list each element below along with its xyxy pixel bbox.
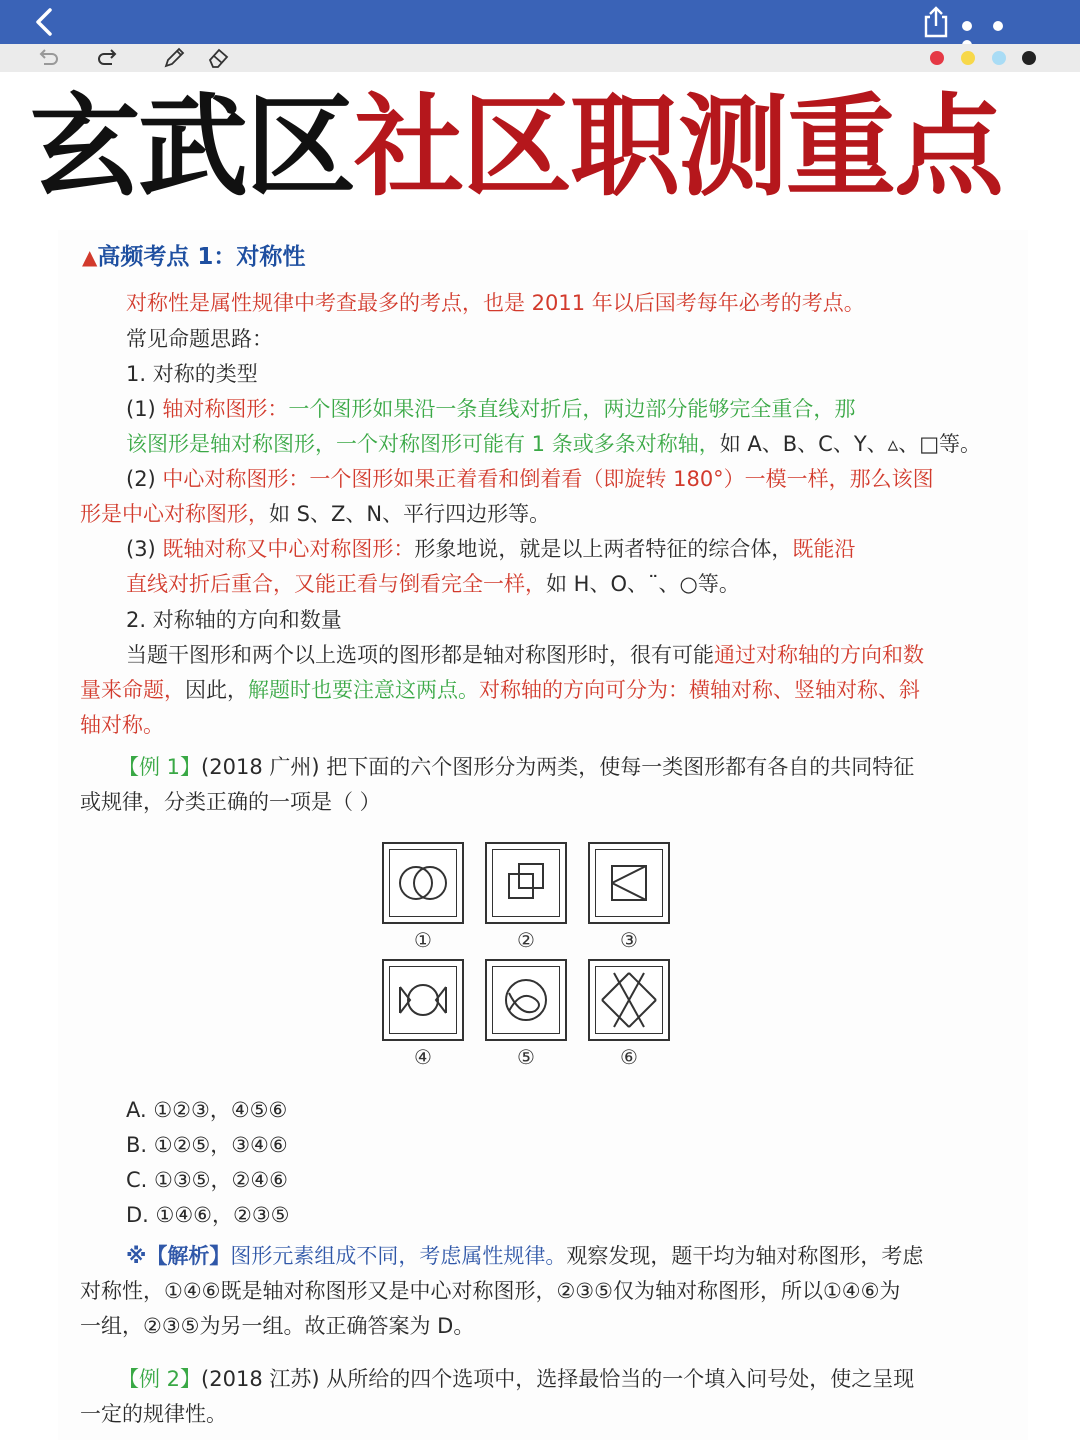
- back-arrow-icon[interactable]: [30, 6, 62, 38]
- triangle-marker-icon: ▲: [82, 245, 98, 269]
- redo-icon[interactable]: [96, 47, 120, 69]
- example-1-question: (2018 广州) 把下面的六个图形分为两类，使每一类图形都有各自的共同特征: [201, 755, 915, 779]
- paragraph-both-1: [126, 534, 855, 564]
- option-c[interactable]: C. ①③⑤，②④⑥: [126, 1168, 288, 1192]
- headline: [30, 82, 1060, 212]
- option-d[interactable]: D. ①④⑥，②③⑤: [126, 1203, 290, 1227]
- subsection-1: 1. 对称的类型: [126, 362, 258, 386]
- def-axial: 一个图形如果沿一条直线对折后，两边部分能够完全重合，那: [288, 397, 856, 421]
- paragraph-axis-3: 轴对称。: [80, 713, 164, 737]
- examples-central: 如 S、Z、N、平行四边形等。: [269, 502, 551, 526]
- figure-5: [485, 959, 567, 1041]
- examples-both: 如 H、O、¨、○等。: [546, 572, 740, 596]
- paragraph-axial-1: [126, 394, 855, 424]
- eraser-icon[interactable]: [206, 47, 230, 69]
- item-num: (2): [126, 467, 163, 491]
- figure-label-5: ⑤: [517, 1045, 535, 1069]
- analysis-line-2: 对称性，①④⑥既是轴对称图形又是中心对称图形，②③⑤仅为轴对称图形，所以①④⑥为: [80, 1279, 901, 1303]
- headline-topic: 社区职测重点: [354, 83, 1002, 211]
- axis-directions: 对称轴的方向可分为：横轴对称、竖轴对称、斜: [479, 678, 920, 702]
- example-2-line-1: [118, 1364, 914, 1394]
- figure-6: [588, 959, 670, 1041]
- analysis-highlight: 图形元素组成不同，考虑属性规律。: [230, 1244, 567, 1268]
- document-page: [58, 230, 1028, 1440]
- axis-highlight-cont: 量来命题，: [80, 678, 185, 702]
- axis-note: 解题时也要注意这两点。: [248, 678, 479, 702]
- undo-icon[interactable]: [36, 47, 60, 69]
- def-central-cont: 形是中心对称图形，: [80, 502, 269, 526]
- def-both-cont: 直线对折后重合，又能正看与倒看完全一样，: [126, 572, 546, 596]
- analysis-tag: ※【解析】: [126, 1244, 231, 1268]
- term-axial: 轴对称图形：: [162, 397, 289, 421]
- paragraph-axial-2: [126, 429, 981, 459]
- term-both: 既轴对称又中心对称图形：: [162, 537, 415, 561]
- figure-2: [485, 842, 567, 924]
- item-num: (3): [126, 537, 163, 561]
- figure-1: [382, 842, 464, 924]
- app-bar: [0, 0, 1080, 44]
- example-1-line-2: 或规律，分类正确的一项是（ ）: [80, 790, 381, 814]
- figure-label-4: ④: [414, 1045, 432, 1069]
- def-both: 既能沿: [792, 537, 856, 561]
- analysis-text: 观察发现，题干均为轴对称图形，考虑: [566, 1244, 924, 1268]
- section-heading-text: 高频考点 1：对称性: [97, 244, 306, 270]
- example-2-tag: 【例 2】: [118, 1367, 202, 1391]
- paragraph-axis-1: [126, 640, 924, 670]
- common-approach-label: 常见命题思路：: [126, 327, 273, 351]
- more-options-icon[interactable]: [962, 16, 1042, 28]
- axis-highlight: 通过对称轴的方向和数: [714, 643, 924, 667]
- def-axial-cont: 该图形是轴对称图形，一个对称图形可能有 1 条或多条对称轴，: [126, 432, 720, 456]
- pen-icon[interactable]: [162, 47, 186, 69]
- section-heading: [82, 242, 305, 272]
- examples-axial: 如 A、B、C、Y、▵、□等。: [719, 432, 982, 456]
- figure-3: [588, 842, 670, 924]
- color-swatch-yellow[interactable]: [961, 51, 975, 65]
- paragraph-central-1: [126, 464, 934, 494]
- intro-text: 对称性是属性规律中考查最多的考点，也是 2011 年以后国考每年必考的考点。: [126, 291, 865, 315]
- example-2-line-2: 一定的规律性。: [80, 1402, 227, 1426]
- analysis-line-3: 一组，②③⑤为另一组。故正确答案为 D。: [80, 1314, 475, 1338]
- annotation-toolbar: [0, 44, 1080, 72]
- color-swatch-blue[interactable]: [992, 51, 1006, 65]
- subsection-2: 2. 对称轴的方向和数量: [126, 608, 342, 632]
- paragraph-axis-2: [80, 675, 920, 705]
- example-1-tag: 【例 1】: [118, 755, 202, 779]
- example-1-line-1: [118, 752, 914, 782]
- paragraph-both-2: [126, 569, 740, 599]
- analysis-line-1: [126, 1241, 923, 1271]
- item-num: (1): [126, 397, 163, 421]
- axis-text: 当题干图形和两个以上选项的图形都是轴对称图形时，很有可能: [126, 643, 714, 667]
- figure-label-2: ②: [517, 928, 535, 952]
- share-icon[interactable]: [920, 5, 952, 39]
- figure-label-3: ③: [620, 928, 638, 952]
- figure-label-1: ①: [414, 928, 432, 952]
- color-swatch-black[interactable]: [1022, 51, 1036, 65]
- def-central: 中心对称图形：一个图形如果正着看和倒着看（即旋转 180°）一模一样，那么该图: [162, 467, 934, 491]
- figure-label-6: ⑥: [620, 1045, 638, 1069]
- axis-text-therefore: 因此，: [185, 678, 248, 702]
- figure-4: [382, 959, 464, 1041]
- paragraph-central-2: [80, 499, 550, 529]
- headline-district: 玄武区: [30, 83, 354, 211]
- desc-both: 形象地说，就是以上两者特征的综合体，: [414, 537, 793, 561]
- option-a[interactable]: A. ①②③，④⑤⑥: [126, 1098, 288, 1122]
- option-b[interactable]: B. ①②⑤，③④⑥: [126, 1133, 288, 1157]
- example-2-question: (2018 江苏) 从所给的四个选项中，选择最恰当的一个填入问号处，使之呈现: [201, 1367, 915, 1391]
- color-swatch-red[interactable]: [930, 51, 944, 65]
